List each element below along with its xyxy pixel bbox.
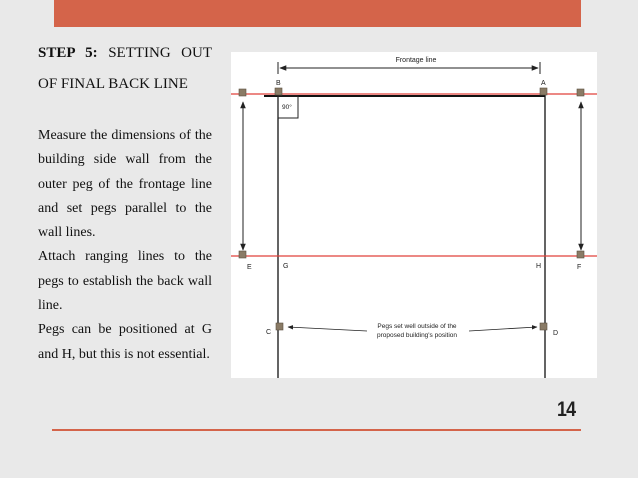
label-d: D [553,330,559,337]
bottom-accent-rule [52,429,581,431]
peg-c [276,323,283,330]
peg-e [239,251,246,258]
slide-title [38,38,212,100]
setting-out-diagram [231,52,597,378]
callout-arrow-right [469,327,537,331]
label-f: F [577,264,582,271]
callout-line-2: proposed building's position [376,332,458,339]
callout-arrow-left [288,327,367,331]
angle-label: 90° [282,104,292,111]
label-a: A [541,80,546,87]
frontage-label: Frontage line [395,57,437,64]
peg-b [275,88,282,95]
title-step: STEP 5: [38,45,98,61]
callout-line-1: Pegs set well outside of the [377,323,457,330]
peg-front-right-outer [577,89,584,96]
diagram-svg [231,52,597,378]
peg-d [540,323,547,330]
body-text [38,124,212,367]
paragraph-attach: Attach ranging lines to the pegs to establish the back wall line. [38,249,212,314]
peg-front-left-outer [239,89,246,96]
paragraph-measure: Measure the dimensions of the building side wall from the outer peg of the frontage line and set pegs parallel to the wall lines. [38,128,212,241]
label-h: H [536,263,542,270]
label-b: B [276,80,281,87]
label-e: E [247,264,252,271]
paragraph-pegs: Pegs can be positioned at G and H, but this is not essential. [38,322,212,362]
title-line-1 [38,38,212,69]
title-step-name: SETTING OUT [108,45,213,61]
peg-a [540,88,547,95]
peg-f [577,251,584,258]
label-g: G [283,263,289,270]
label-c: C [266,329,272,336]
page-number: 14 [557,398,576,421]
title-line-2: OF FINAL BACK LINE [38,76,188,92]
top-accent-bar [54,0,581,27]
